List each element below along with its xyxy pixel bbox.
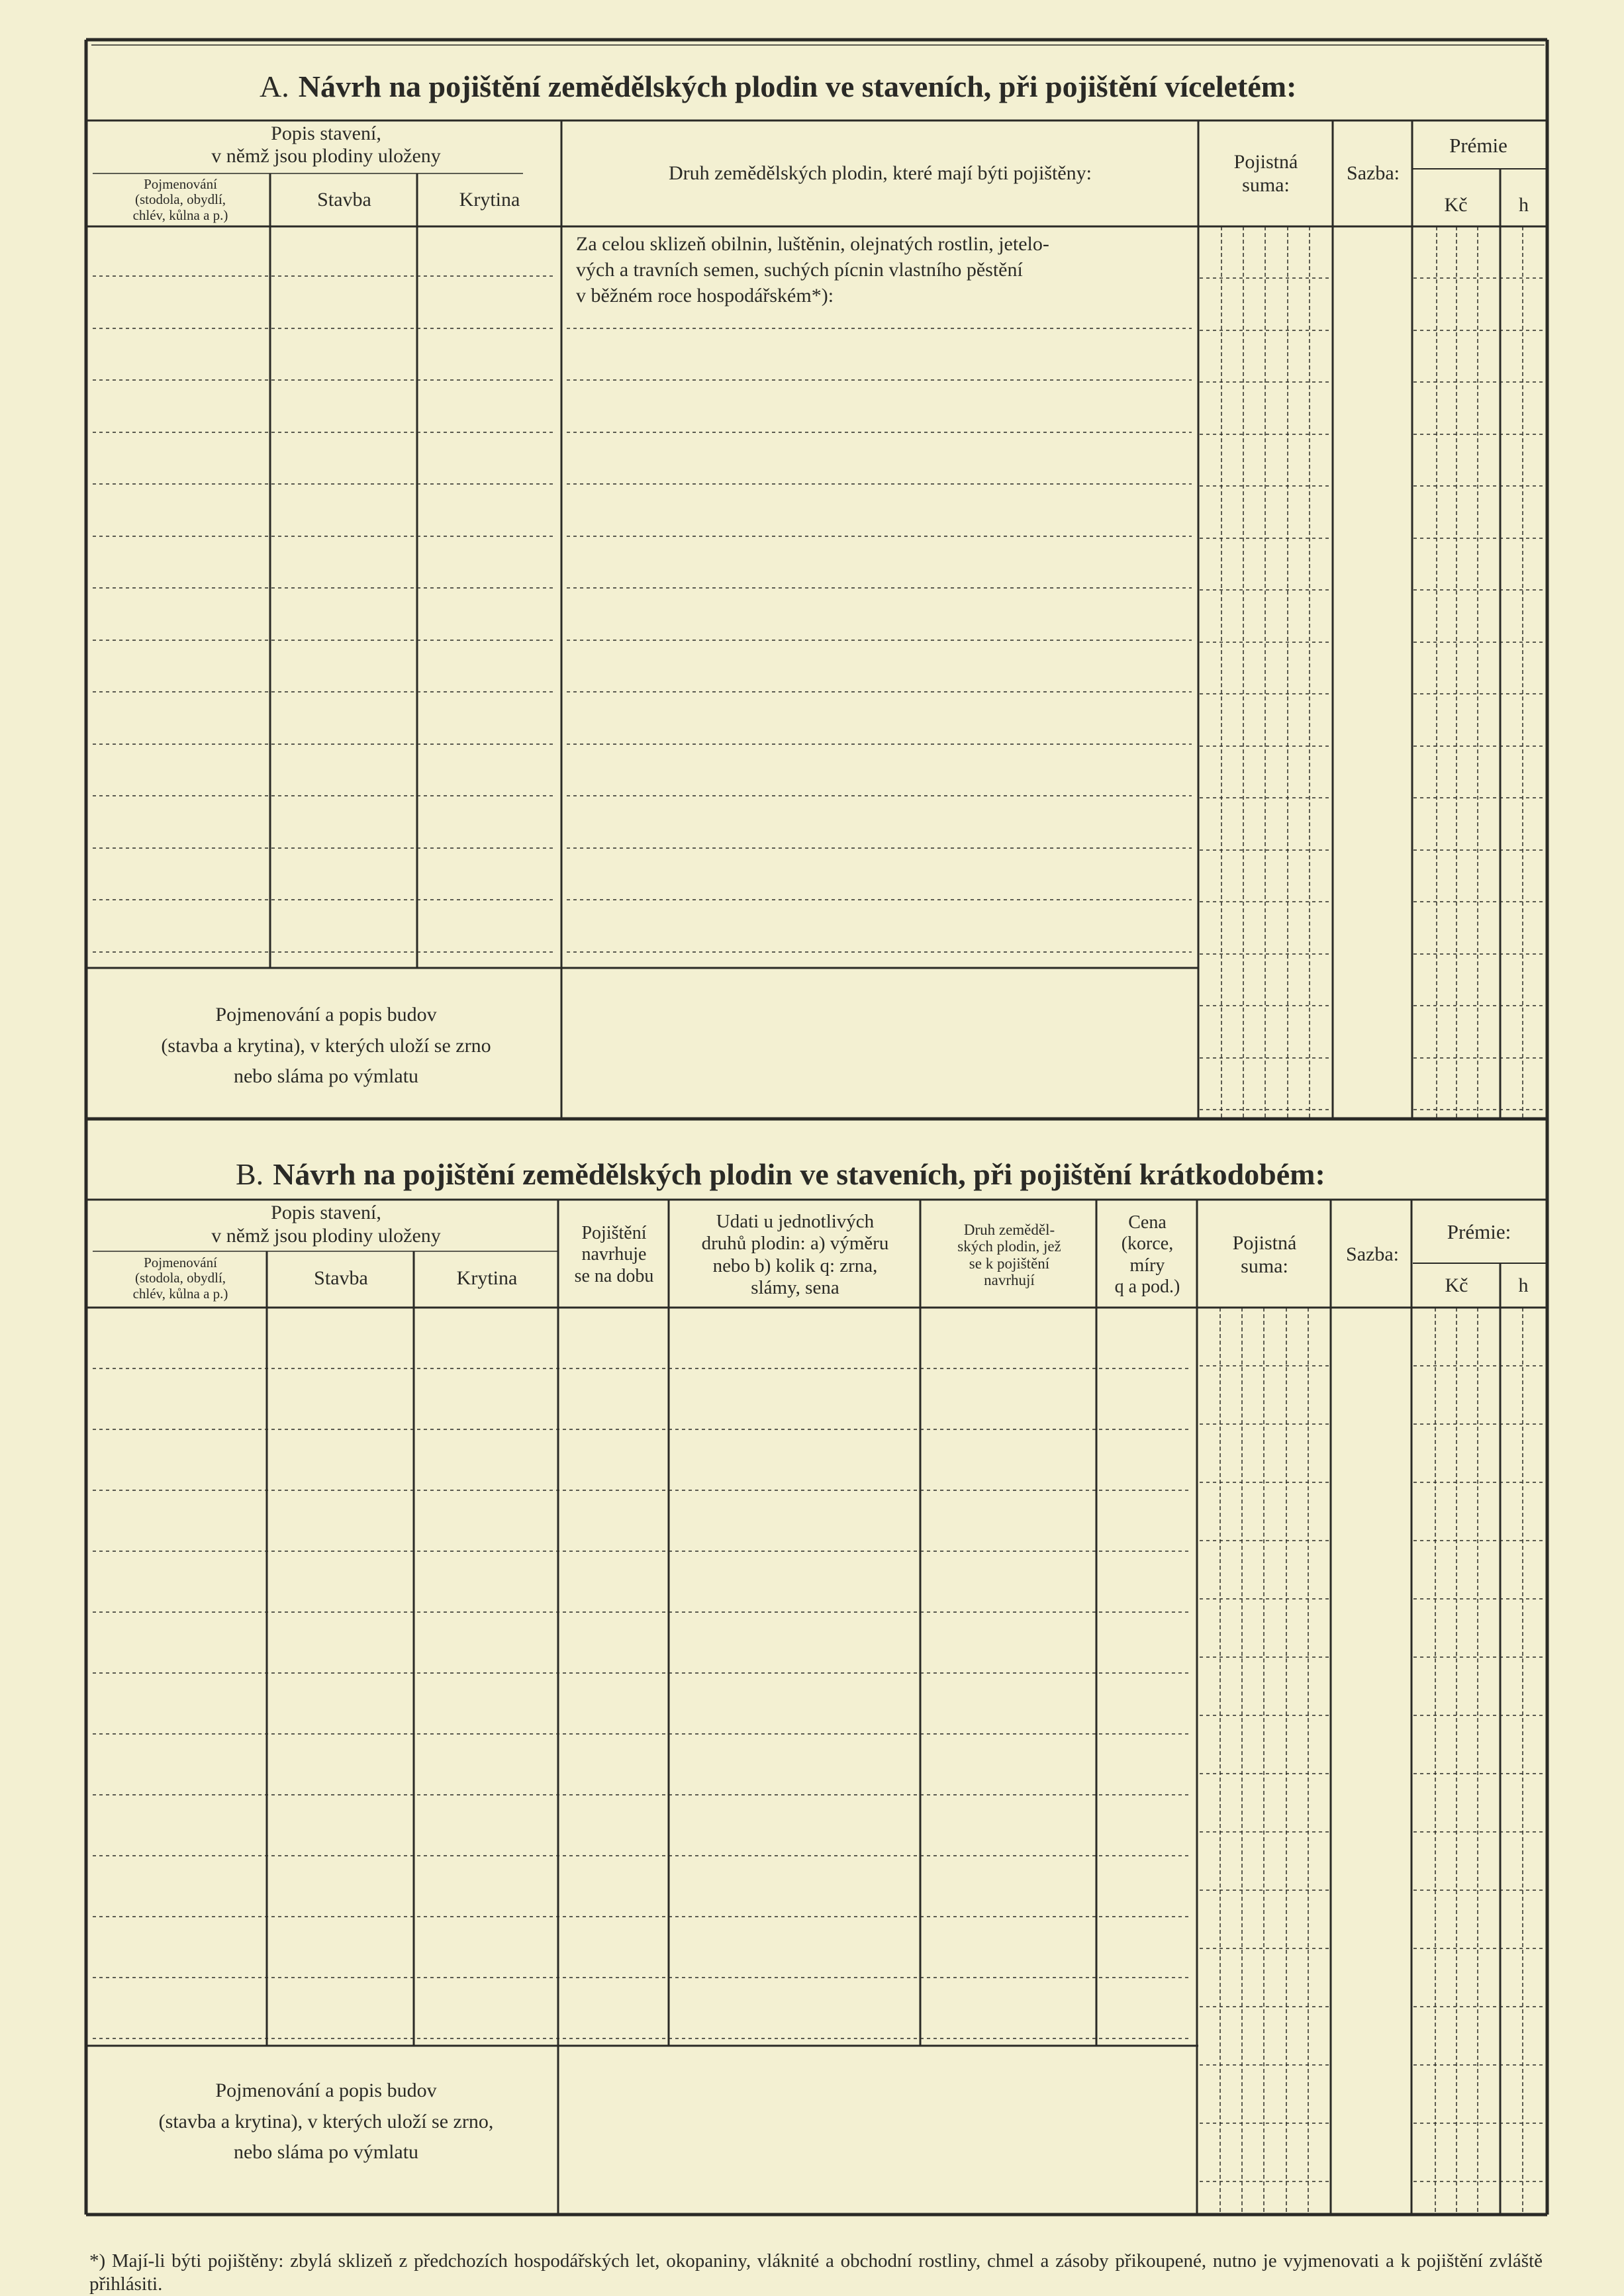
b-udati-header: Udati u jednotlivých druhů plodin: a) výměru nebo b) kolik q: zrna, slámy, sena	[701, 1210, 889, 1298]
b-pojistna-suma-header: Pojistná suma:	[1232, 1232, 1297, 1277]
b-popis-header: Popis stavení, v němž jsou plodiny uloženy	[211, 1202, 441, 1247]
b-krytina-header: Krytina	[456, 1267, 518, 1289]
a-popis-header: Popis stavení, v němž jsou plodiny uloženy	[211, 122, 441, 167]
b-sazba-header: Sazba:	[1346, 1243, 1399, 1266]
b-buildings-label: Pojmenování a popis budov (stavba a krytina), v kterých uloží se zrno, nebo sláma po výmlatu	[158, 2080, 494, 2164]
a-buildings-label: Pojmenování a popis budov (stavba a krytina), v kterých uloží se zrno nebo sláma po výmlatu	[161, 1004, 491, 1088]
section-b-title	[236, 1157, 1325, 1192]
a-premie-header: Prémie	[1449, 134, 1507, 158]
section-b-title-text: Návrh na pojištění zemědělských plodin ve staveních, při pojištění krátkodobém:	[273, 1157, 1325, 1191]
b-premie-header: Prémie:	[1447, 1220, 1511, 1244]
b-stavba-header: Stavba	[314, 1267, 368, 1289]
b-cena-header: Cena (korce, míry q a pod.)	[1114, 1212, 1180, 1297]
a-sazba-header: Sazba:	[1347, 162, 1400, 185]
a-pojistna-suma-header: Pojistná suma:	[1233, 151, 1298, 196]
b-pojmenovani-header: Pojmenování (stodola, obydlí, chlév, kůlna a p.)	[132, 1255, 228, 1302]
section-a-title-text: Návrh na pojištění zemědělských plodin ve staveních, při pojištění víceletém:	[298, 70, 1297, 103]
a-pojmenovani-header: Pojmenování (stodola, obydlí, chlév, kůlna a p.)	[132, 176, 228, 223]
section-b-prefix: B.	[236, 1157, 264, 1191]
footnote: *) Mají-li býti pojištěny: zbylá sklizeň z předchozích hospodářských let, okopaniny, vláknité a obchodní rostliny, chmel a zásoby přikoupené, nutno je vyjmenovati a k pojištění zvláště přihlásiti.	[89, 2250, 1543, 2295]
b-h-header: h	[1518, 1274, 1529, 1296]
b-navrhuje-header: Pojištění navrhuje se na dobu	[574, 1223, 654, 1286]
section-a-title	[260, 69, 1296, 104]
b-kc-header: Kč	[1445, 1274, 1468, 1296]
a-druh-text: Za celou sklizeň obilnin, luštěnin, olejnatých rostlin, jetelo- vých a travních semen, suchých pícnin vlastního pěstění v běžném roce hospodářském*):	[576, 233, 1049, 307]
a-kc-header: Kč	[1444, 193, 1468, 216]
a-stavba-header: Stavba	[317, 188, 371, 211]
section-a-prefix: A.	[260, 70, 289, 103]
a-h-header: h	[1519, 193, 1529, 216]
b-druh-header: Druh zeměděl- ských plodin, jež se k pojištění navrhují	[957, 1221, 1061, 1288]
a-druh-header: Druh zemědělských plodin, které mají býti pojištěny:	[668, 162, 1092, 185]
a-krytina-header: Krytina	[459, 188, 520, 211]
